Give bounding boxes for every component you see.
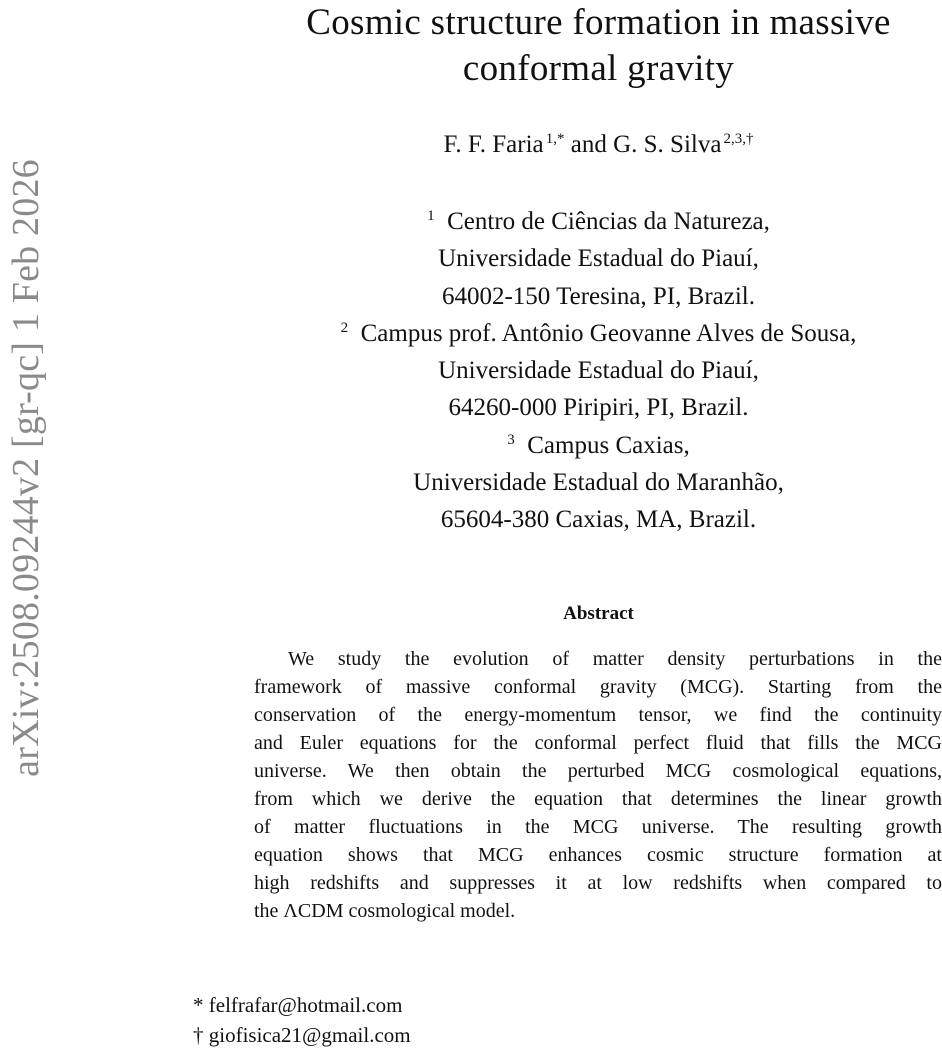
affiliation-line <box>255 315 942 352</box>
affiliation-line <box>255 203 942 240</box>
affiliation-line <box>255 427 942 464</box>
abstract-line: the ΛCDM cosmological model. <box>254 900 516 922</box>
affiliation-line: Universidade Estadual do Piauí, <box>438 245 759 273</box>
affiliation-text: Campus prof. Antônio Geovanne Alves de Sousa, <box>360 319 857 347</box>
abstract-line: We study the evolution of matter density perturbations in the <box>288 648 942 670</box>
footnote <box>193 990 411 1020</box>
affiliation-list <box>255 203 942 539</box>
abstract-line: and Euler equations for the conformal perfect fluid that fills the MCG <box>254 732 942 754</box>
author-name: G. S. Silva <box>613 131 722 158</box>
author-affiliation-marks: 1,* <box>545 131 565 147</box>
author-name: F. F. Faria <box>443 131 544 158</box>
paper-title <box>255 0 942 92</box>
footnote-email[interactable]: felfrafar@hotmail.com <box>208 993 403 1017</box>
title-line-1: Cosmic structure formation in massive <box>306 2 891 43</box>
abstract-line: framework of massive conformal gravity (MCG). Starting from the <box>254 676 942 698</box>
affiliation-line: Universidade Estadual do Piauí, <box>438 357 759 385</box>
arxiv-identifier-text: arXiv:2508.09244v2 [gr-qc] 1 Feb 2026 <box>5 158 47 777</box>
affiliation-mark: 2 <box>340 319 349 336</box>
abstract-line: equation shows that MCG enhances cosmic structure formation at <box>254 844 942 866</box>
affiliation-mark: 1 <box>427 208 435 224</box>
affiliation-line: 64260-000 Piripiri, PI, Brazil. <box>448 394 749 422</box>
footnotes <box>193 990 411 1050</box>
abstract-body <box>254 645 942 925</box>
abstract-line: from which we derive the equation that determines the linear growth <box>254 788 942 810</box>
abstract-line: conservation of the energy-momentum tensor, we find the continuity <box>254 704 942 726</box>
affiliation-text: Centro de Ciências da Natureza, <box>447 208 770 235</box>
abstract-line: of matter fluctuations in the MCG universe. The resulting growth <box>254 816 942 838</box>
abstract-line: universe. We then obtain the perturbed MCG cosmological equations, <box>254 760 942 782</box>
affiliation-text: Campus Caxias, <box>527 431 690 459</box>
author-list <box>255 128 942 162</box>
author-affiliation-marks: 2,3,† <box>723 131 754 147</box>
abstract-heading: Abstract <box>563 603 634 624</box>
affiliation-line: 65604-380 Caxias, MA, Brazil. <box>440 506 757 534</box>
arxiv-identifier-stamp <box>2 120 50 815</box>
affiliation-mark: 3 <box>507 431 515 448</box>
footnote-mark: * <box>193 993 204 1017</box>
authors-joiner: and <box>570 131 607 158</box>
affiliation-line: 64002-150 Teresina, PI, Brazil. <box>441 282 755 310</box>
footnote-mark: † <box>193 1023 204 1047</box>
footnote <box>193 1020 411 1050</box>
title-line-2: conformal gravity <box>462 48 735 89</box>
footnote-email[interactable]: giofisica21@gmail.com <box>208 1023 411 1047</box>
affiliation-line: Universidade Estadual do Maranhão, <box>413 469 784 497</box>
abstract-line: high redshifts and suppresses it at low redshifts when compared to <box>254 872 942 894</box>
